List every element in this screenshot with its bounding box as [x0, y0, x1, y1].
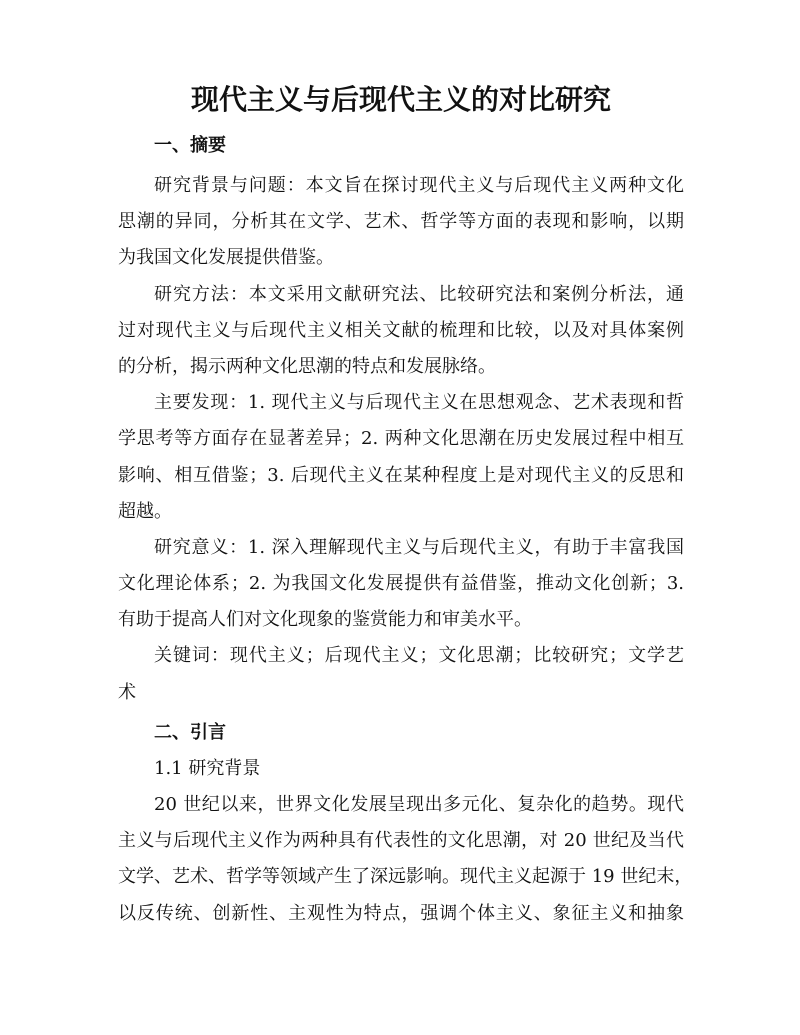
- abstract-heading: 一、摘要: [154, 135, 226, 156]
- paragraph-line: 术: [118, 681, 136, 703]
- paragraph-line: 研究方法：本文采用文献研究法、比较研究法和案例分析法，通: [154, 283, 684, 305]
- introduction-background-paragraph: [118, 787, 693, 932]
- abstract-method-paragraph: [118, 277, 684, 386]
- paragraph-line: 主要发现：1. 现代主义与后现代主义在思想观念、艺术表现和哲: [154, 392, 684, 414]
- paragraph-line: 文学、艺术、哲学等领域产生了深远影响。现代主义起源于 19 世纪末，: [118, 866, 693, 888]
- abstract-background-paragraph: [118, 168, 684, 277]
- paragraph-line: 主义与后现代主义作为两种具有代表性的文化思潮，对 20 世纪及当代: [118, 830, 684, 852]
- abstract-significance-paragraph: [118, 530, 684, 639]
- paragraph-line: 研究意义：1. 深入理解现代主义与后现代主义，有助于丰富我国: [154, 536, 684, 558]
- document-page: [118, 82, 693, 932]
- paragraph-line: 思潮的异同，分析其在文学、艺术、哲学等方面的表现和影响，以期: [118, 211, 684, 233]
- introduction-heading: 二、引言: [154, 721, 226, 743]
- paragraph-line: 以反传统、创新性、主观性为特点，强调个体主义、象征主义和抽象: [118, 902, 684, 924]
- paragraph-line: 关键词：现代主义；后现代主义；文化思潮；比较研究；文学艺: [154, 645, 684, 667]
- document-title: 现代主义与后现代主义的对比研究: [190, 83, 611, 116]
- paragraph-line: 研究背景与问题：本文旨在探讨现代主义与后现代主义两种文化: [154, 175, 684, 196]
- paragraph-line: 过对现代主义与后现代主义相关文献的梳理和比较，以及对具体案例: [118, 319, 684, 341]
- keywords-paragraph: [118, 638, 684, 710]
- paragraph-line: 20 世纪以来，世界文化发展呈现出多元化、复杂化的趋势。现代: [154, 794, 684, 815]
- paragraph-line: 影响、相互借鉴；3. 后现代主义在某种程度上是对现代主义的反思和: [118, 464, 684, 486]
- subsection-title: 1.1 研究背景: [154, 757, 261, 779]
- paragraph-line: 学思考等方面存在显著差异；2. 两种文化思潮在历史发展过程中相互: [118, 428, 684, 450]
- paragraph-line: 的分析，揭示两种文化思潮的特点和发展脉络。: [118, 355, 496, 377]
- paragraph-line: 有助于提高人们对文化现象的鉴赏能力和审美水平。: [118, 609, 532, 631]
- paragraph-line: 超越。: [118, 500, 172, 522]
- abstract-findings-paragraph: [118, 385, 684, 530]
- paragraph-line: 文化理论体系；2. 为我国文化发展提供有益借鉴，推动文化创新；3.: [118, 573, 684, 595]
- paragraph-line: 为我国文化发展提供借鉴。: [118, 247, 334, 269]
